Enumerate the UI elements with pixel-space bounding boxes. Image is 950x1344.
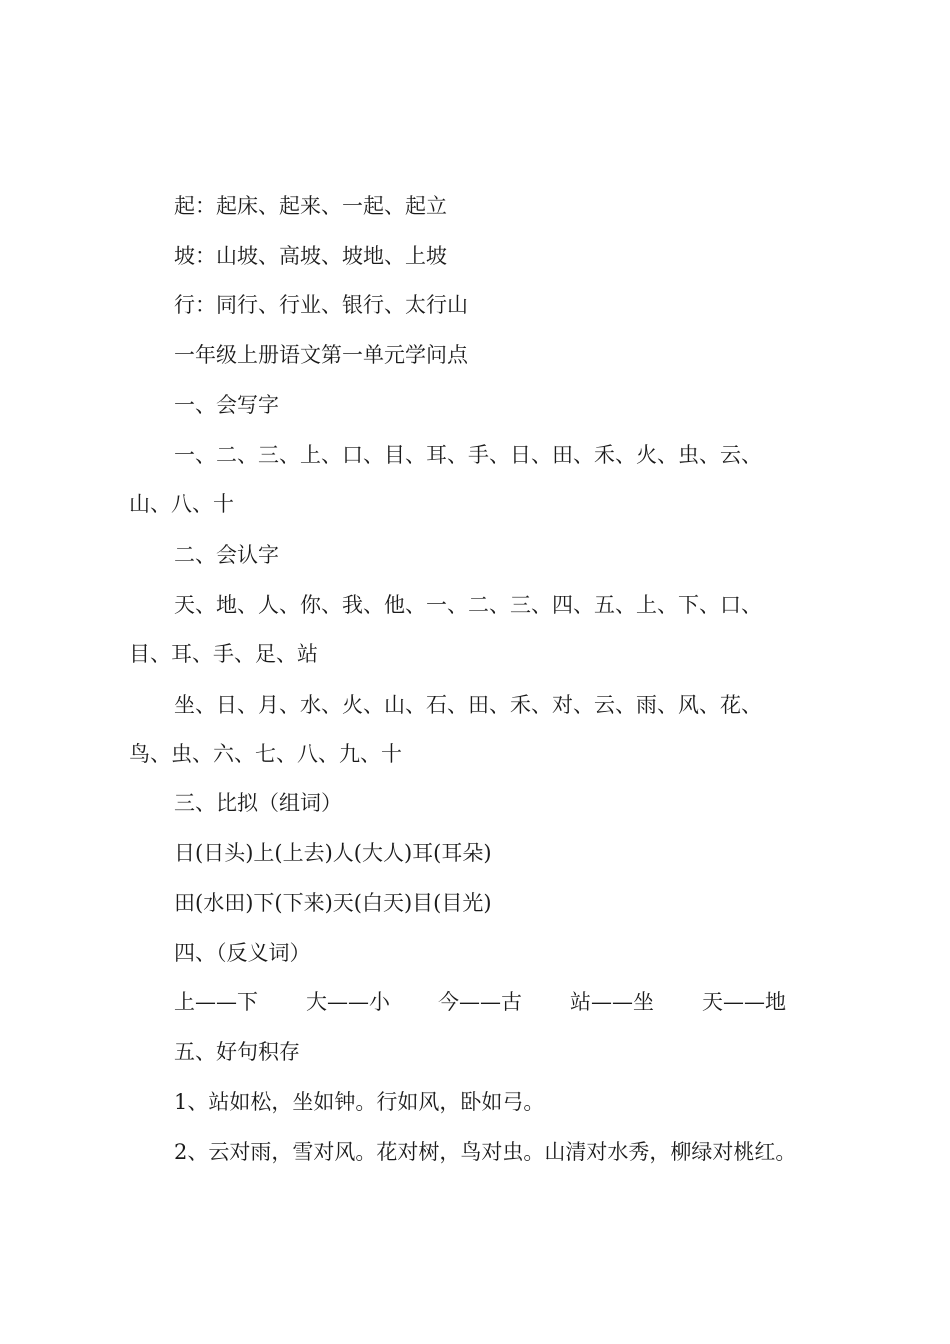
line-po: 坡：山坡、高坡、坡地、上坡 [174,244,447,268]
line-qi: 起：起床、起来、一起、起立 [174,194,447,218]
recognize-chars-line-1: 天、地、人、你、我、他、一、二、三、四、五、上、下、口、 [174,593,762,617]
recognize-chars-line-3: 坐、日、月、水、火、山、石、田、禾、对、云、雨、风、花、 [174,693,762,717]
antonym-pair: 上——下 [174,990,258,1014]
write-chars-line-2: 山、八、十 [129,492,234,516]
section-title: 一年级上册语文第一单元学问点 [174,343,468,367]
recognize-chars-line-2: 目、耳、手、足、站 [129,642,318,666]
sentence-1: 1、站如松，坐如钟。行如风，卧如弓。 [174,1090,545,1114]
heading-good-sentences: 五、好句积存 [174,1040,300,1064]
write-chars-line-1: 一、二、三、上、口、目、耳、手、日、田、禾、火、虫、云、 [174,443,762,467]
heading-antonyms: 四、（反义词） [174,941,311,965]
antonyms-row [174,988,834,1016]
line-xing: 行：同行、行业、银行、太行山 [174,293,468,317]
sentence-2: 2、云对雨，雪对风。花对树，鸟对虫。山清对水秀，柳绿对桃红。 [174,1140,797,1164]
recognize-chars-line-4: 鸟、虫、六、七、八、九、十 [129,742,402,766]
antonym-pair: 大——小 [306,990,390,1014]
antonym-pair: 今——古 [438,990,522,1014]
compare-words-line-2: 田(水田)下(下来)天(白天)目(目光) [174,891,492,915]
compare-words-line-1: 日(日头)上(上去)人(大人)耳(耳朵) [174,841,492,865]
heading-recognize-chars: 二、会认字 [174,543,279,567]
heading-compare-words: 三、比拟（组词） [174,791,342,815]
antonym-pair: 站——坐 [570,990,654,1014]
heading-write-chars: 一、会写字 [174,393,279,417]
antonym-pair: 天——地 [702,990,786,1014]
